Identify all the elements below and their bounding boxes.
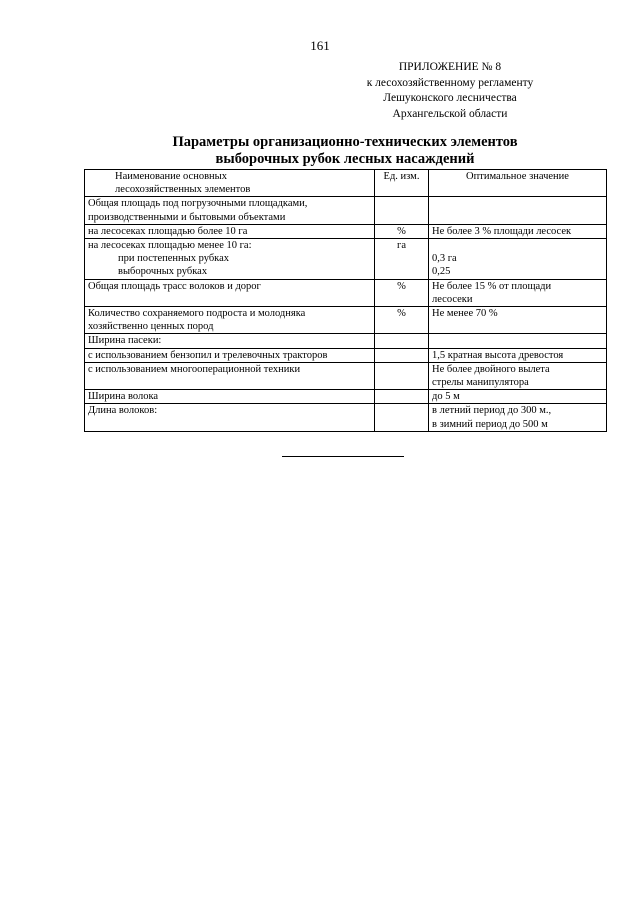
row-value-line-1: 0,3 га [432, 253, 457, 265]
row-value [429, 362, 607, 389]
parameters-table [84, 169, 607, 432]
header-name-line-2: лесохозяйственных элементов [115, 184, 251, 196]
row-name: Общая площадь трасс волоков и дорог [85, 279, 375, 306]
row-value: Не более 3 % площади лесосек [429, 224, 607, 238]
table-row [85, 390, 607, 404]
row-name [85, 197, 375, 224]
page-number: 161 [310, 38, 330, 53]
row-value [429, 279, 607, 306]
row-name: с использованием многооперационной техники [85, 362, 375, 389]
row-unit [375, 404, 429, 431]
row-value-line-1: Не более 15 % от площади [432, 280, 552, 292]
row-value-line-1: Не более двойного вылета [432, 363, 550, 375]
row-value-line-1: в летний период до 300 м., [432, 405, 552, 417]
header-value: Оптимальное значение [429, 170, 607, 197]
table-row [85, 307, 607, 334]
row-name [85, 307, 375, 334]
row-name [85, 239, 375, 280]
table-row [85, 334, 607, 348]
row-name-line-2: производственными и бытовыми объектами [88, 211, 286, 223]
row-name: на лесосеках площадью более 10 га [85, 224, 375, 238]
row-unit: % [375, 307, 429, 334]
row-sub-item-1: при постепенных рубках [118, 253, 230, 265]
header-name [85, 170, 375, 197]
row-unit: га [375, 239, 429, 280]
row-name: Ширина пасеки: [85, 334, 375, 348]
title-line-1: Параметры организационно-технических элементов [172, 134, 518, 150]
row-unit [375, 197, 429, 224]
row-name: с использованием бензопил и трелевочных тракторов [85, 348, 375, 362]
row-unit [375, 390, 429, 404]
row-unit [375, 348, 429, 362]
row-value-spacer [432, 239, 603, 252]
row-value [429, 239, 607, 280]
appendix-line-2: Лешуконского лесничества [383, 92, 517, 104]
document-title [84, 134, 606, 168]
row-value: 1,5 кратная высота древостоя [429, 348, 607, 362]
row-unit: % [375, 279, 429, 306]
table-row [85, 239, 607, 280]
title-line-2: выборочных рубок лесных насаждений [215, 151, 475, 167]
row-sub-item-2: выборочных рубках [118, 266, 208, 278]
row-unit [375, 362, 429, 389]
table-row [85, 279, 607, 306]
row-unit [375, 334, 429, 348]
table-header-row [85, 170, 607, 197]
row-value-line-2: в зимний период до 500 м [432, 418, 548, 430]
table-row [85, 362, 607, 389]
row-name: Длина волоков: [85, 404, 375, 431]
appendix-block [330, 60, 570, 122]
row-name-line-1: на лесосеках площадью менее 10 га: [88, 240, 252, 252]
row-value [429, 334, 607, 348]
table-row [85, 197, 607, 224]
table-row [85, 348, 607, 362]
appendix-title: ПРИЛОЖЕНИЕ № 8 [398, 61, 502, 73]
appendix-line-1: к лесохозяйственному регламенту [366, 76, 534, 89]
row-name-line-1: Количество сохраняемого подроста и молодняка [88, 308, 306, 320]
row-value: Не менее 70 % [429, 307, 607, 334]
header-unit: Ед. изм. [375, 170, 429, 197]
row-value: до 5 м [429, 390, 607, 404]
appendix-line-3: Архангельской области [392, 107, 508, 120]
row-value [429, 197, 607, 224]
table-row [85, 404, 607, 431]
end-divider [282, 456, 404, 457]
row-unit: % [375, 224, 429, 238]
row-value-line-2: стрелы манипулятора [432, 377, 529, 389]
row-value-line-2: 0,25 [432, 266, 451, 278]
header-name-line-1: Наименование основных [115, 171, 227, 182]
row-name-line-2: хозяйственно ценных пород [88, 321, 214, 333]
row-value-line-2: лесосеки [432, 293, 473, 305]
row-name-line-1: Общая площадь под погрузочными площадками, [88, 198, 308, 210]
table-row [85, 224, 607, 238]
row-name: Ширина волока [85, 390, 375, 404]
row-value [429, 404, 607, 431]
